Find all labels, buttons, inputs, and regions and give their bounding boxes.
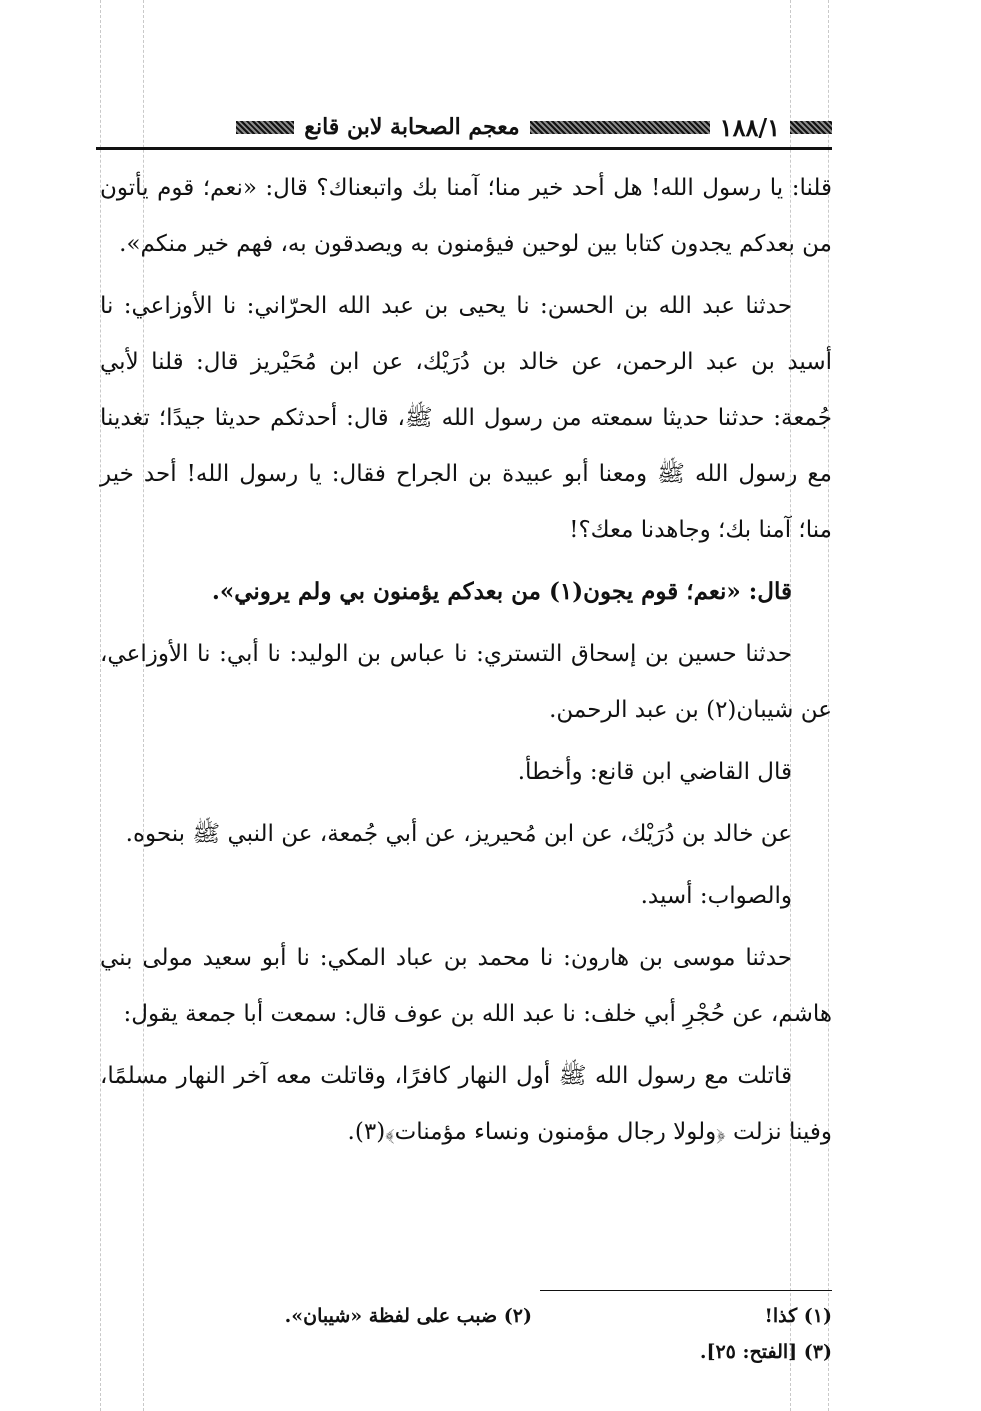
paragraph: قلنا: يا رسول الله! هل أحد خير منا؛ آمنا بك واتبعناك؟ قال: «نعم؛ قوم يأتون من بعدكم يجدون كتابا بين لوحين فيؤمنون به ويصدقون به، فهم خير منكم». bbox=[100, 175, 832, 257]
footnote-row bbox=[110, 1334, 832, 1370]
book-title: معجم الصحابة لابن قانع bbox=[304, 114, 520, 140]
footnote-rule bbox=[540, 1290, 832, 1291]
paragraph: قال: «نعم؛ قوم يجون(١) من بعدكم يؤمنون بي ولم يروني». bbox=[211, 578, 792, 605]
paragraph: قاتلت مع رسول الله ﷺ أول النهار كافرًا، وقاتلت معه آخر النهار مسلمًا، وفينا نزلت ﴿ولولا رجال مؤمنون ونساء مؤمنات﴾(٣). bbox=[100, 1063, 832, 1145]
header-ornament bbox=[236, 121, 294, 134]
paragraph: قال القاضي ابن قانع: وأخطأ. bbox=[517, 759, 792, 785]
header-rule bbox=[96, 147, 832, 150]
footnote-1: (١) كذا! bbox=[764, 1305, 832, 1327]
footnote-3: (٣) [الفتح: ٢٥]. bbox=[699, 1341, 832, 1363]
paragraph: حدثنا حسين بن إسحاق التستري: نا عباس بن الوليد: نا أبي: نا الأوزاعي، عن شيبان(٢) بن عبد الرحمن. bbox=[100, 641, 832, 723]
paragraph: حدثنا موسى بن هارون: نا محمد بن عباد المكي: نا أبو سعيد مولى بني هاشم، عن حُجْرِ أبي خلف: نا عبد الله بن عوف قال: سمعت أبا جمعة يقول: bbox=[100, 945, 832, 1027]
header-ornament bbox=[530, 121, 710, 134]
header-ornament bbox=[790, 121, 832, 134]
footnote-row bbox=[110, 1298, 832, 1334]
paragraph: عن خالد بن دُرَيْك، عن ابن مُحيريز، عن أبي جُمعة، عن النبي ﷺ بنحوه. bbox=[125, 821, 792, 847]
footnote-2: (٢) ضبب على لفظة «شيبان». bbox=[284, 1305, 532, 1327]
paragraph: والصواب: أسيد. bbox=[640, 883, 792, 909]
main-text bbox=[100, 160, 832, 1166]
page-number: ١٨٨/١ bbox=[719, 112, 780, 142]
paragraph: حدثنا عبد الله بن الحسن: نا يحيى بن عبد الله الحرّاني: نا الأوزاعي: نا أسيد بن عبد الرحمن، عن خالد بن دُرَيْك، عن ابن مُحَيْريز قال: قلنا لأبي جُمعة: حدثنا حديثا سمعته من رسول الله ﷺ، قال: أحدثكم حديثا جيدًا؛ تغدينا مع رسول الله ﷺ ومعنا أبو عبيدة بن الجراح فقال: يا رسول الله! أحد خير منا؛ آمنا بك؛ وجاهدنا معك؟! bbox=[100, 293, 832, 543]
footnotes bbox=[110, 1298, 832, 1370]
running-header bbox=[96, 108, 832, 146]
